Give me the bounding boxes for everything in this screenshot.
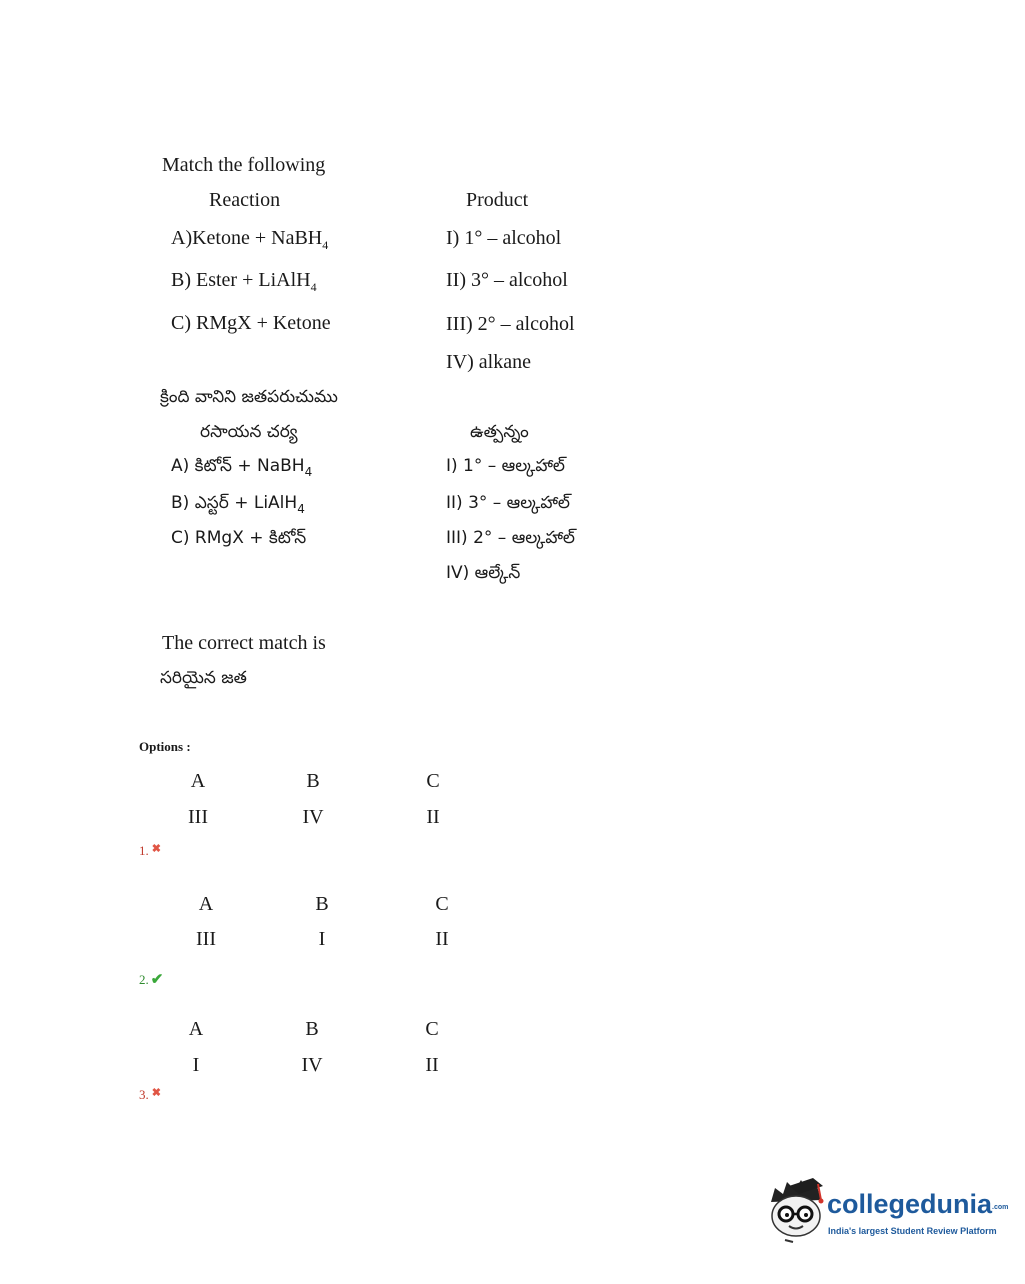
product-3-en: III) 2° – alcohol xyxy=(446,313,575,335)
brand-name: collegedunia.com xyxy=(827,1189,1009,1219)
product-2-te: II) 3° – ఆల్కహాల్ xyxy=(446,493,570,513)
option-1-value-a: III xyxy=(188,806,208,828)
mascot-icon xyxy=(765,1176,827,1246)
option-3-value-a: I xyxy=(192,1054,200,1076)
option-2-value-a: III xyxy=(196,928,216,950)
option-2-header-c: C xyxy=(435,893,449,915)
column-header-reaction-en: Reaction xyxy=(209,189,281,211)
option-1-header-a: A xyxy=(190,770,206,792)
reaction-a-te: A) కిటోన్ + NaBH$_4$ xyxy=(171,456,313,479)
column-header-reaction-te: రసాయన చర్య xyxy=(200,422,298,442)
option-2-value-b: I xyxy=(318,928,326,950)
prompt-te: సరియైన జత xyxy=(160,668,247,688)
option-3-value-c: II xyxy=(425,1054,439,1076)
option-2-value-c: II xyxy=(435,928,449,950)
wrong-mark-icon: ✖ xyxy=(151,843,161,855)
product-3-te: III) 2° – ఆల్కహాల్ xyxy=(446,528,575,548)
brand-tagline: India's largest Student Review Platform xyxy=(828,1226,997,1236)
reaction-b-en: B) Ester + LiAlH$_4$ xyxy=(171,269,317,294)
prompt-en: The correct match is xyxy=(162,632,326,654)
option-1[interactable] xyxy=(139,843,161,859)
option-1-value-b: IV xyxy=(302,806,324,828)
product-4-en: IV) alkane xyxy=(446,351,531,373)
column-header-product-en: Product xyxy=(466,189,529,211)
product-1-te: I) 1° – ఆల్కహాల్ xyxy=(446,456,565,476)
check-mark-icon: ✔ xyxy=(150,972,164,988)
reaction-a-en: A)Ketone + NaBH$_4$ xyxy=(171,227,329,252)
option-3-header-b: B xyxy=(305,1018,319,1040)
column-header-product-te: ఉత్పన్నం xyxy=(470,422,529,442)
option-3-header-c: C xyxy=(425,1018,439,1040)
option-3-header-a: A xyxy=(188,1018,204,1040)
option-3[interactable] xyxy=(139,1087,161,1103)
product-1-en: I) 1° – alcohol xyxy=(446,227,562,249)
option-2-header-a: A xyxy=(198,893,214,915)
reaction-b-te: B) ఎస్టర్ + LiAlH$_4$ xyxy=(171,493,305,516)
option-1-number: 1. xyxy=(139,843,149,858)
option-1-header-c: C xyxy=(426,770,440,792)
wrong-mark-icon: ✖ xyxy=(151,1087,161,1099)
product-2-en: II) 3° – alcohol xyxy=(446,269,568,291)
option-3-value-b: IV xyxy=(301,1054,323,1076)
question-title-te: క్రింది వానిని జతపరుచుము xyxy=(160,387,338,407)
option-1-header-b: B xyxy=(306,770,320,792)
option-2-number: 2. xyxy=(139,972,149,987)
option-3-number: 3. xyxy=(139,1087,149,1102)
option-1-value-c: II xyxy=(426,806,440,828)
product-4-te: IV) ఆల్కేన్ xyxy=(446,563,521,583)
question-title-en: Match the following xyxy=(162,154,326,176)
options-label: Options : xyxy=(139,739,191,754)
reaction-c-en: C) RMgX + Ketone xyxy=(171,312,331,334)
option-2-header-b: B xyxy=(315,893,329,915)
option-2[interactable] xyxy=(139,970,163,989)
brand-logo xyxy=(765,1176,1009,1246)
reaction-c-te: C) RMgX + కిటోన్ xyxy=(171,528,307,548)
